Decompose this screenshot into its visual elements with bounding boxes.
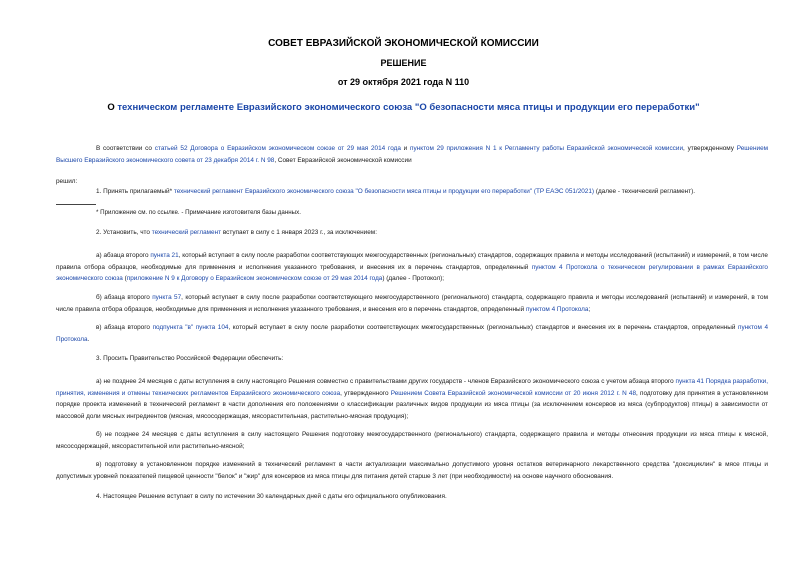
link-decision-98[interactable]: Решением Высшего Евразийского экономического совета от 23 декабря 2014 г. N 98 [56, 145, 769, 164]
link-point-57[interactable]: пункта 57 [152, 294, 182, 301]
link-point-41-procedure[interactable]: пункта 41 Порядка разработки, принятия, изменения и отмены технических регламентов Евразийского экономического союза [56, 378, 768, 397]
paragraph-text: 2. Установить, что [96, 229, 152, 236]
paragraph-text: 1. Принять прилагаемый* [96, 188, 174, 195]
link-tech-regulation[interactable]: технический регламент Евразийского экономического союза "О безопасности мяса птицы и продукции его переработки" (ТР ЕАЭС 051/2021) [173, 188, 595, 195]
doc-type: РЕШЕНИЕ [380, 58, 427, 68]
paragraph-3c: в) подготовку в установленном порядке изменений в технический регламент в части актуализации максимально допустимого уровня остатков ветеринарного лекарственного средства "доксициклин" в мясе птицы и допустимых уровней показателей пищевой ценности "белок" и "жир" для консервов из мяса птицы для питания детей старше 3 лет (при необходимости) на основе научного обоснования. [56, 461, 768, 480]
link-decision-48[interactable]: Решением Совета Евразийской экономической комиссии от 20 июня 2012 г. N 48 [390, 389, 637, 397]
link-protocol-point-4-b[interactable]: пунктом 4 Протокола [525, 305, 589, 313]
link-protocol-point-4[interactable]: пунктом 4 Протокола о техническом регулировании в рамках Евразийского экономического союза [56, 263, 768, 282]
paragraph-3b: б) не позднее 24 месяцев с даты вступления в силу настоящего Решения подготовку межгосударственного (регионального) стандарта, содержащего правила и методы отнесения продукции из мяса птицы к мясной, мясосодержащей, мясорастительной или растительно-мясной; [56, 431, 768, 450]
paragraph-text: ( [122, 275, 127, 282]
preamble-text: В соответствии со [96, 145, 155, 152]
paragraph-text: б) абзаца второго [96, 294, 153, 301]
footnote-separator [56, 204, 96, 205]
footnote: * Приложение см. по ссылке. - Примечание изготовителя базы данных. [96, 209, 301, 216]
paragraph-3: 3. Просить Правительство Российской Федерации обеспечить: [96, 355, 284, 362]
paragraph-text: , который вступает в силу после разработки соответствующих межгосударственных (региональных) стандартов, содержащих правила и методы исследований (испытаний) и измерений, в том числе правила отбора образцов, необходимые для применения и исполнения указанного требования, и внесения их в перечень стандартов, определенный [56, 252, 768, 271]
paragraph-text: ) (далее - Протокол); [382, 275, 445, 282]
link-tech-regulation-2[interactable]: технический регламент [151, 229, 222, 236]
paragraph-1 [56, 186, 768, 198]
paragraph-text: , который вступает в силу после разработки соответствующего межгосударственного (регионального) стандарта, содержащего правила и методы исследований (испытаний) и измерений, в том числе правила отбора образцов, необходимые для применения и исполнения указанного требования, и внесения его в перечень стандартов, определенный [56, 294, 768, 313]
paragraph-2b [56, 292, 768, 315]
doc-subject [0, 102, 807, 113]
paragraph-text: а) абзаца второго [96, 252, 151, 259]
link-point-29[interactable]: пунктом 29 приложения N 1 к Регламенту работы Евразийской экономической комиссии [410, 145, 684, 152]
paragraph-text: , утвержденного [340, 389, 391, 397]
link-point-21[interactable]: пункта 21 [150, 252, 179, 259]
org-title: СОВЕТ ЕВРАЗИЙСКОЙ ЭКОНОМИЧЕСКОЙ КОМИССИИ [268, 38, 539, 49]
link-article-52[interactable]: статьей 52 Договора о Евразийском экономическом союзе от 29 мая 2014 года [154, 145, 401, 152]
resolved-label: решил: [56, 178, 78, 185]
paragraph-4: 4. Настоящее Решение вступает в силу по истечении 30 календарных дней с даты его официального опубликования. [96, 493, 447, 500]
subject-prefix: О [107, 102, 118, 113]
link-subpoint-104[interactable]: подпункта "в" пункта 104 [152, 324, 229, 331]
paragraph-text: ; [588, 305, 591, 313]
subject-link[interactable]: техническом регламенте Евразийского экономического союза "О безопасности мяса птицы и продукции его переработки" [117, 102, 700, 113]
link-annex-9[interactable]: приложение N 9 к Договору о Евразийском экономическом союзе от 29 мая 2014 года [126, 275, 383, 282]
paragraph-text: , подготовку для принятия в установленном порядке проекта изменений в технический регламент в части дополнения его положениями о классификации различных видов продукции из мяса птицы (за исключением консервов из мяса (субпродуктов) птицы) в зависимости от массовой доли мясных ингредиентов (мясная, мясосодержащая, мясорастительная, растительно-мясная продукция); [56, 389, 768, 420]
paragraph-3a [56, 376, 768, 422]
paragraph-text: (далее - технический регламент). [594, 188, 695, 195]
doc-date-number: от 29 октября 2021 года N 110 [337, 77, 470, 87]
paragraph-2 [56, 227, 768, 239]
paragraph-text: , который вступает в силу после разработки соответствующих межгосударственных (региональных) стандартов и внесения их в перечень стандартов, определенный [228, 324, 738, 331]
paragraph-text: в) абзаца второго [96, 324, 153, 331]
link-protocol-point-4-c[interactable]: пунктом 4 Протокола [56, 324, 768, 343]
preamble [56, 143, 768, 166]
paragraph-text: . [87, 335, 90, 343]
paragraph-2c [56, 322, 768, 345]
preamble-text: , утвержденному [683, 145, 737, 152]
paragraph-2a [56, 250, 768, 285]
preamble-text: , Совет Евразийской экономической комиссии [274, 156, 412, 164]
paragraph-text: а) не позднее 24 месяцев с даты вступления в силу настоящего Решения совместно с правительствами других государств - членов Евразийского экономического союза с учетом абзаца второго [96, 378, 676, 385]
paragraph-text: вступает в силу с 1 января 2023 г., за исключением: [221, 229, 377, 236]
preamble-text: и [400, 145, 411, 152]
